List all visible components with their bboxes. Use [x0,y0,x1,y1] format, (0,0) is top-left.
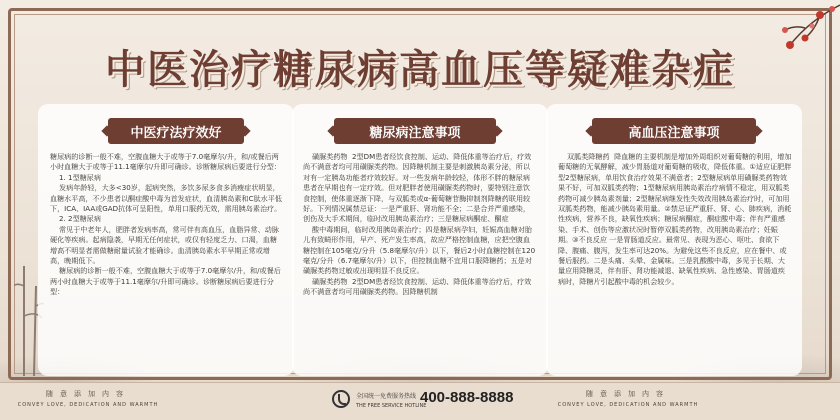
hotline-caption-en: THE FREE SERVICE HOTLINE [356,403,427,409]
hotline-caption [356,391,426,409]
footer-motto-right [548,389,708,408]
footer-motto-left [8,389,168,408]
phone-icon [332,390,350,408]
panel-heading-diabetes-notes: 糖尿病注意事项 [334,118,496,144]
motto-cn-right: 随意添加内容 [586,390,670,398]
panel-heading-tcm-therapy: 中医疗法疗效好 [108,118,244,144]
motto-en-left: CONVEY LOVE, DEDICATION AND WARMTH [17,402,159,408]
hotline-caption-cn: 全国统一免费服务热线 [356,393,417,400]
motto-cn-left: 随意添加内容 [46,390,130,398]
panel-heading-hypertension-notes: 高血压注意事项 [592,118,756,144]
panel-text-tcm-therapy: 糖尿病的诊断一般不难，空腹血糖大于或等于7.0毫摩尔/升，和/或餐后两小时血糖大于或等于11.1毫摩尔/升即可确诊。诊断糖尿病后要进行分型： 1. 1型糖尿病 发病年龄轻，大多<30岁，起病突然，多饮多尿多食多消瘦症状明显，血糖水平高，不少患者以酮症酸中毒为首发症状，血清胰岛素和C肽水平低下，ICA、IAA或GAD抗体可呈阳性，单用口服药无效，需用胰岛素治疗。 2. 2型糖尿病 常见于中老年人，肥胖者发病率高，常可伴有高血压，血脂异常、动脉硬化等疾病。起病隐袭，早期无任何症状，或仅有轻度乏力、口渴，血糖增高不明显者需做糖耐量试验才能确诊。血清胰岛素水平早期正常或增高，晚期低下。 糖尿病的诊断一般不难，空腹血糖大于或等于7.0毫摩尔/升，和/或餐后两小时血糖大于或等于11.1毫摩尔/升即可确诊。诊断糖尿病后要进行分型： [50,152,282,297]
panel-text-hypertension-notes: 双胍类降糖药 降血糖的主要机制是增加外周组织对葡萄糖的利用，增加葡萄糖的无氧酵解，减少胃肠道对葡萄糖的吸收，降低体重。①适应证肥胖型2型糖尿病，单用饮食治疗效果不满意者；2型糖尿病单用磺脲类药物效果不好，可加双胍类药物；1型糖尿病用胰岛素治疗病情不稳定，用双胍类药物可减少胰岛素剂量；2型糖尿病继发性失效改用胰岛素治疗时，可加用双胍类药物，能减少胰岛素用量。②禁忌证严重肝、肾、心、肺疾病，消耗性疾病，营养不良，缺氧性疾病；糖尿病酮症，酮症酸中毒；伴有严重感染、手术、创伤等应激状况时暂停双胍类药物，改用胰岛素治疗；妊娠期。③不良反应 一是胃肠道反应。最常见、表现为恶心、呕吐、食欲下降、腹痛、腹泻，发生率可达20%。为避免这些不良反应，应在餐中、或餐后服药。二是头痛、头晕、金属味。三是乳酸酸中毒，多见于长期、大量应用降糖灵，伴有肝、肾功能减退、缺氧性疾病、急性感染、胃肠道疾病时，降糖片引起酸中毒的机会较少。 [558,152,792,286]
page-title: 中医治疗糖尿病高血压等疑难杂症 [105,47,735,93]
motto-en-right: CONVEY LOVE, DEDICATION AND WARMTH [557,402,699,408]
panel-text-diabetes-notes: 磺脲类药物 2型DM患者经饮食控制、运动、降低体重等治疗后，疗效尚不满意者均可用磺脲类药物。因降糖机制主要是刺激胰岛素分泌，所以对有一定胰岛功能者疗效较好。对一些发病年龄较轻，体形不胖的糖尿病患者在早期也有一定疗效。但对肥胖者使用磺脲类药物时，要特别注意饮食控制，使体重逐渐下降，与双胍类或α-葡萄糖苷酶抑制剂降糖药联用较好。下列情况属禁忌证：一是严重肝、肾功能不全；二是合并严重感染，创伤及大手术期间，临时改用胰岛素治疗；三是糖尿病酮症、酮症 酸中毒期间，临时改用胰岛素治疗；四是糖尿病孕妇，妊娠高血糖对胎儿有致畸形作用，早产、死产发生率高，故应严格控制血糖，应把空腹血糖控制在105毫克/分升（5.8毫摩尔/升）以下，餐后2小时血糖控制在120毫克/分升（6.7毫摩尔/升）以下，但控制血糖不宜用口服降糖药；五是对磺脲类药物过敏或出现明显不良反应。 磺脲类药物 2型DM患者经饮食控制、运动、降低体重等治疗后，疗效尚不满意者均可用磺脲类药物。因降糖机制 [303,152,536,297]
hotline-number: 400-888-8888 [420,389,514,406]
